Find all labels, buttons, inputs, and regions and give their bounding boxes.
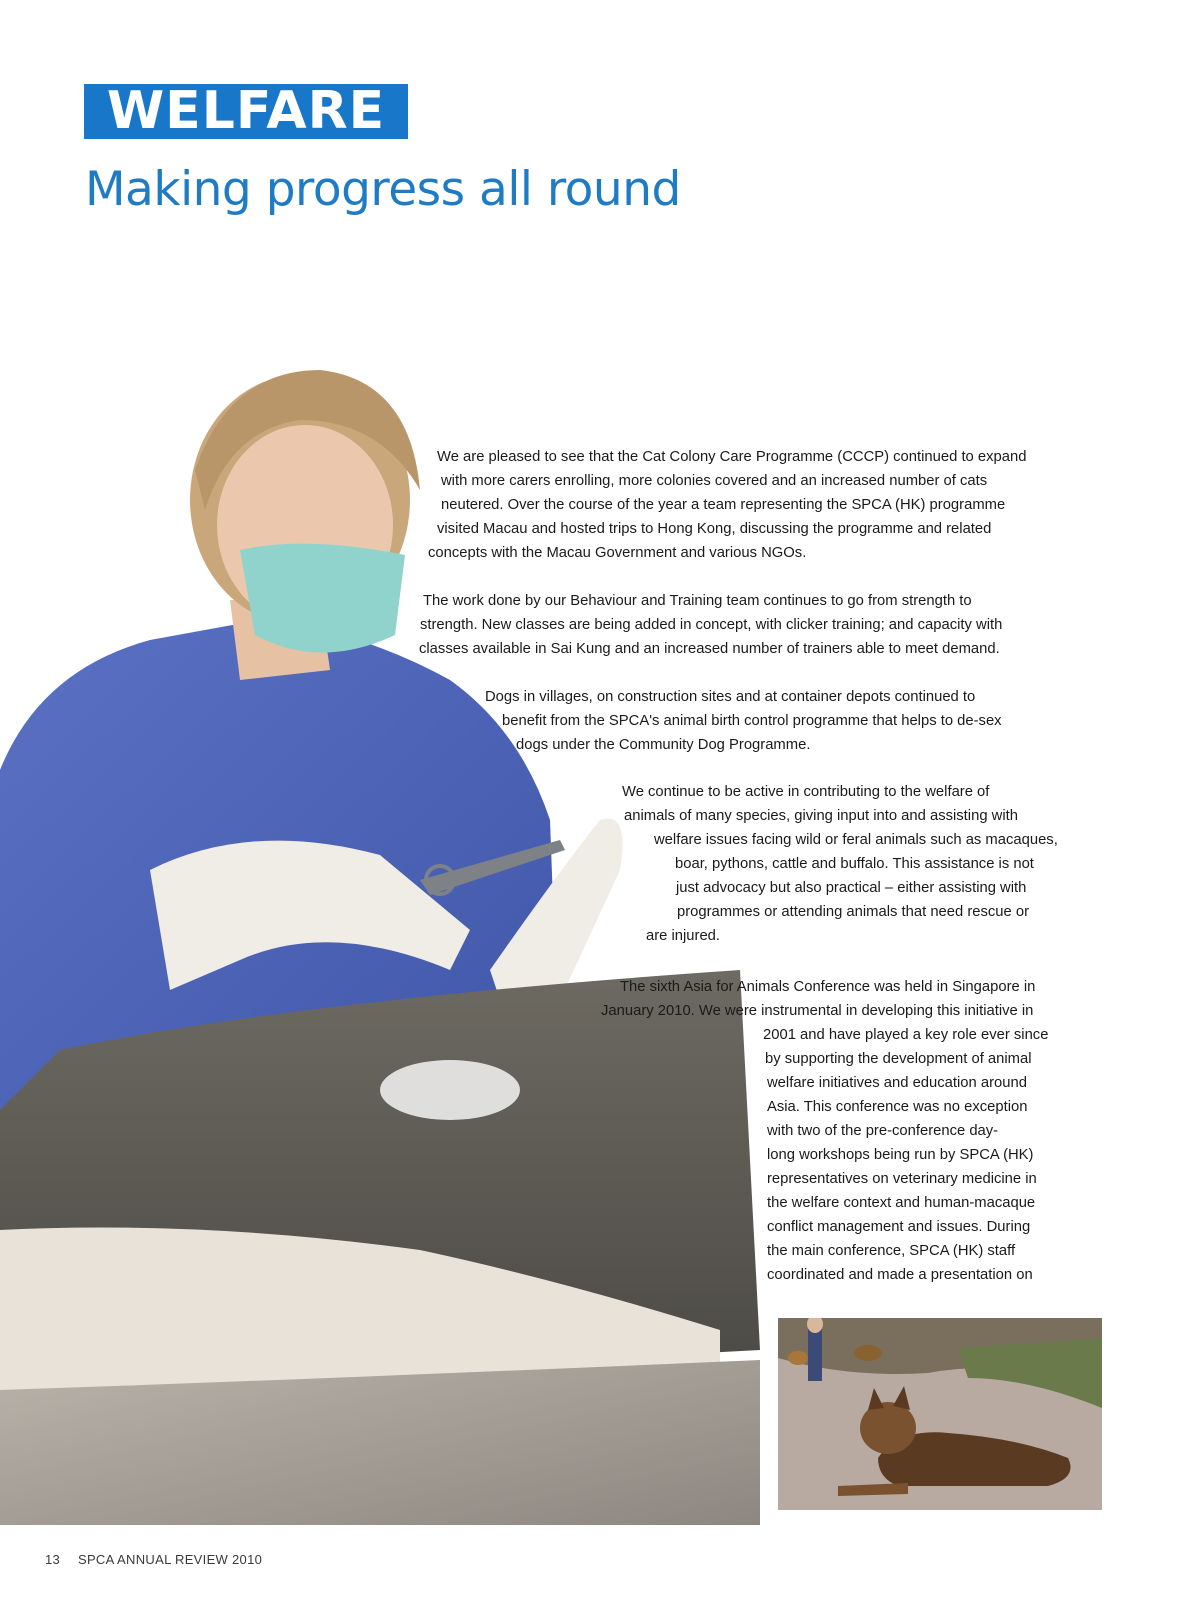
text-line: Asia. This conference was no exception [767, 1099, 1028, 1115]
text-line: 2001 and have played a key role ever since [763, 1027, 1049, 1043]
text-line: just advocacy but also practical – either assisting with [676, 880, 1027, 896]
text-line: boar, pythons, cattle and buffalo. This assistance is not [675, 856, 1034, 872]
text-line: Dogs in villages, on construction sites and at container depots continued to [485, 689, 976, 705]
text-line: neutered. Over the course of the year a team representing the SPCA (HK) programme [441, 497, 1006, 513]
page-subtitle: Making progress all round [85, 162, 681, 217]
paragraph-cat-colony [428, 445, 1137, 565]
section-banner: WELFARE [84, 84, 408, 139]
paragraph-wild-animals [622, 780, 1142, 948]
text-line: dogs under the Community Dog Programme. [516, 737, 811, 753]
publication-title: SPCA ANNUAL REVIEW 2010 [77, 1552, 263, 1567]
text-line: the main conference, SPCA (HK) staff [767, 1243, 1016, 1259]
text-line: the welfare context and human-macaque [767, 1195, 1036, 1211]
text-line: conflict management and issues. During [767, 1219, 1031, 1235]
dog-photo [778, 1318, 1102, 1510]
text-line: welfare issues facing wild or feral animals such as macaques, [654, 832, 1058, 848]
text-line: We continue to be active in contributing to the welfare of [622, 784, 990, 800]
text-line: We are pleased to see that the Cat Colony Care Programme (CCCP) continued to expand [437, 449, 1027, 465]
text-line: benefit from the SPCA's animal birth control programme that helps to de-sex [502, 713, 1002, 729]
text-line: are injured. [646, 928, 721, 944]
text-line: The sixth Asia for Animals Conference was held in Singapore in [620, 979, 1036, 995]
text-line: welfare initiatives and education around [767, 1075, 1027, 1091]
text-line: representatives on veterinary medicine in [767, 1171, 1037, 1187]
text-line: by supporting the development of animal [765, 1051, 1032, 1067]
text-line: concepts with the Macau Government and various NGOs. [428, 545, 807, 561]
text-line: January 2010. We were instrumental in developing this initiative in [601, 1003, 1034, 1019]
text-line: coordinated and made a presentation on [767, 1267, 1033, 1283]
text-line: animals of many species, giving input into and assisting with [624, 808, 1018, 824]
text-line: with more carers enrolling, more colonies covered and an increased number of cats [441, 473, 988, 489]
page-number: 13 [45, 1552, 61, 1567]
paragraph-behaviour-training [419, 589, 1143, 661]
text-line: strength. New classes are being added in concept, with clicker training; and capacity with [420, 617, 1003, 633]
text-line: classes available in Sai Kung and an increased number of trainers able to meet demand. [419, 641, 1000, 657]
page-footer [45, 1552, 262, 1567]
paragraph-asia-for-animals [601, 975, 1161, 1287]
text-line: with two of the pre-conference day- [767, 1123, 999, 1139]
text-line: programmes or attending animals that need rescue or [677, 904, 1030, 920]
paragraph-community-dogs [485, 685, 1105, 757]
text-line: The work done by our Behaviour and Training team continues to go from strength to [423, 593, 972, 609]
text-line: long workshops being run by SPCA (HK) [767, 1147, 1034, 1163]
text-line: visited Macau and hosted trips to Hong Kong, discussing the programme and related [437, 521, 992, 537]
